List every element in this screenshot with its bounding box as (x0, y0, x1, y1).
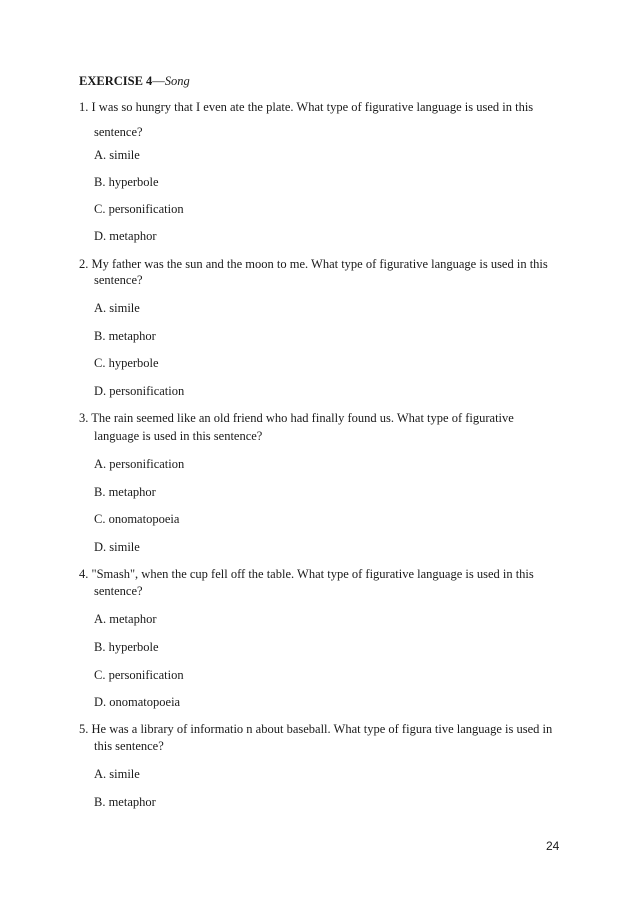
question-5-option-a: A. simile (94, 767, 140, 781)
question-3-option-b: B. metaphor (94, 485, 156, 499)
question-2-text: 2. My father was the sun and the moon to me. What type of figurative language is used in this (79, 257, 548, 271)
question-4-option-b: B. hyperbole (94, 640, 159, 654)
question-3-option-c: C. onomatopoeia (94, 512, 180, 526)
exercise-subtitle: Song (164, 74, 190, 88)
question-2-option-d: D. personification (94, 384, 185, 398)
exercise-label: EXERCISE 4 (79, 74, 153, 88)
question-5-text-cont: this sentence? (94, 739, 164, 753)
question-1-text: 1. I was so hungry that I even ate the plate. What type of figurative language is used in this (79, 100, 534, 114)
question-3-option-a: A. personification (94, 457, 185, 471)
question-1-text-cont: sentence? (94, 125, 143, 139)
page-number: 24 (546, 839, 560, 853)
question-2-option-c: C. hyperbole (94, 356, 159, 370)
question-5-text: 5. He was a library of informatio n about baseball. What type of figura tive language is used in (79, 722, 553, 736)
question-1-option-a: A. simile (94, 148, 140, 162)
question-4-option-d: D. onomatopoeia (94, 695, 181, 709)
question-1-option-c: C. personification (94, 202, 184, 216)
question-5-option-b: B. metaphor (94, 795, 156, 809)
question-4-text-cont: sentence? (94, 584, 143, 598)
question-2-option-a: A. simile (94, 301, 140, 315)
question-4-option-c: C. personification (94, 668, 184, 682)
question-2-option-b: B. metaphor (94, 329, 156, 343)
question-1-option-b: B. hyperbole (94, 175, 159, 189)
question-4-option-a: A. metaphor (94, 612, 157, 626)
question-1-option-d: D. metaphor (94, 229, 157, 243)
question-2-text-cont: sentence? (94, 273, 143, 287)
exercise-heading (79, 73, 190, 89)
question-4-text: 4. "Smash", when the cup fell off the table. What type of figurative language is used in this (79, 567, 534, 581)
question-3-option-d: D. simile (94, 540, 140, 554)
exercise-dash: — (152, 74, 165, 88)
question-3-text: 3. The rain seemed like an old friend who had finally found us. What type of figurative (79, 411, 514, 425)
question-3-text-cont: language is used in this sentence? (94, 429, 263, 443)
